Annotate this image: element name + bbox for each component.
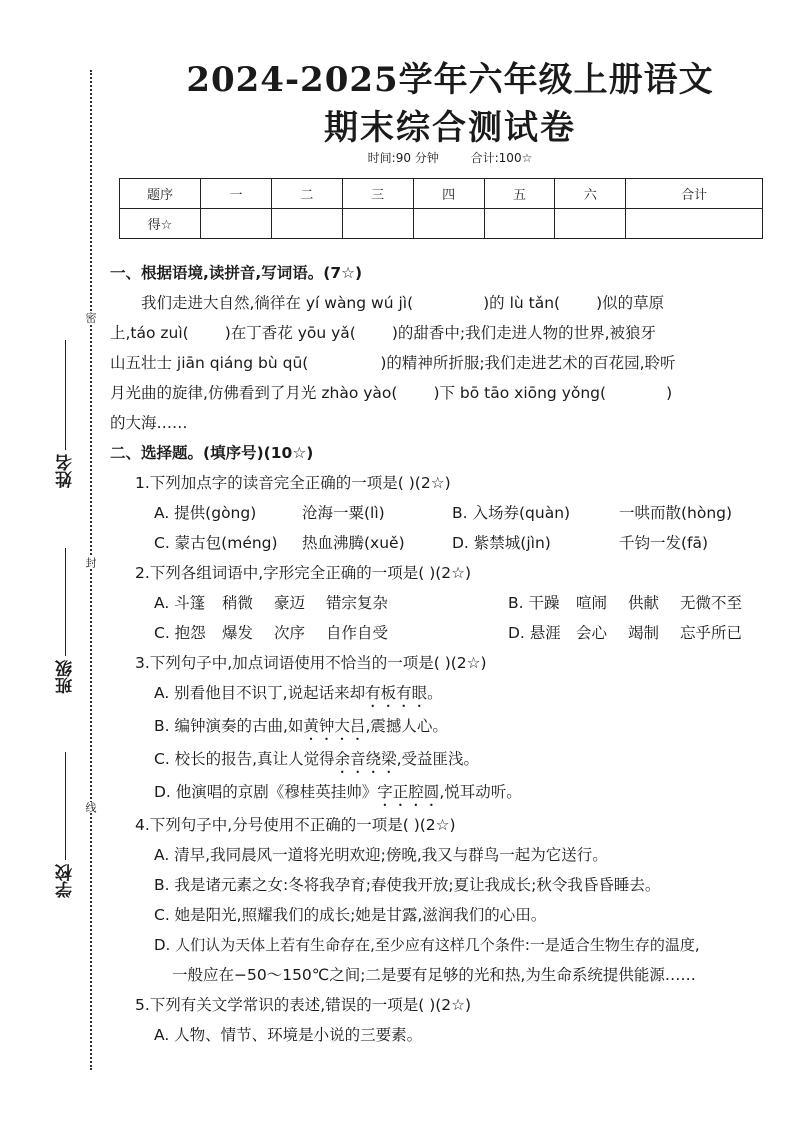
q2-word: 忘乎所已 xyxy=(680,624,743,642)
question-5-stem: 5.下列有关文学常识的表述,错误的一项是( )(2☆) xyxy=(135,996,472,1014)
section1-passage-line xyxy=(110,318,780,348)
q4-option-b[interactable]: B. 我是诸元素之女:冬将我孕育;春使我开放;夏让我成长;秋令我昏昏睡去。 xyxy=(154,876,661,894)
passage-text: 我们走进大自然,徜徉在 yí wàng wú jì( xyxy=(141,294,414,312)
score-header-cell: 合计 xyxy=(626,179,763,209)
q1-option[interactable]: 千钧一发(fā) xyxy=(619,534,709,552)
q1-option[interactable]: A. 提供(gòng) xyxy=(154,504,257,522)
q2-word: 竭制 xyxy=(628,624,660,642)
question-1-options-row xyxy=(154,528,780,558)
q2-word: 爆发 xyxy=(222,624,254,642)
q2-word[interactable]: D. 悬涯 xyxy=(508,624,561,642)
q1-option[interactable]: B. 入场券(quàn) xyxy=(452,504,571,522)
school-write-line[interactable] xyxy=(65,752,66,860)
q2-word[interactable]: B. 干躁 xyxy=(508,594,560,612)
section2-title: 二、选择题。(填序号)(10☆) xyxy=(110,444,314,462)
section1-passage-line xyxy=(110,348,780,378)
school-label: 学校 xyxy=(55,864,76,898)
score-cell[interactable] xyxy=(413,209,484,239)
seal-char-xian: 线 xyxy=(84,802,97,813)
q4-option-a[interactable]: A. 清早,我同晨风一道将光明欢迎;傍晚,我又与群鸟一起为它送行。 xyxy=(154,846,608,864)
passage-text: 上,táo zuì( xyxy=(110,324,189,342)
score-cell[interactable] xyxy=(342,209,413,239)
seal-char-mi: 密 xyxy=(84,312,97,323)
q3-option-c[interactable]: C. 校长的报告,真让人觉得余音绕梁,受益匪浅。 xyxy=(154,750,480,768)
q4-option-d[interactable]: D. 人们认为天体上若有生命存在,至少应有这样几个条件:一是适合生物生存的温度, xyxy=(154,936,700,954)
q2-word[interactable]: C. 抱怨 xyxy=(154,624,206,642)
q3-option-b[interactable]: B. 编钟演奏的古曲,如黄钟大吕,震撼人心。 xyxy=(154,717,448,735)
q5-option-a[interactable]: A. 人物、情节、环境是小说的三要素。 xyxy=(154,1026,423,1044)
q2-word: 喧闹 xyxy=(576,594,608,612)
question-2-stem: 2.下列各组词语中,字形完全正确的一项是( )(2☆) xyxy=(135,564,472,582)
dotted-idiom: 字正腔圆 xyxy=(377,783,440,801)
exam-title-line2: 期末综合测试卷 xyxy=(324,108,576,148)
exam-title-line1: 2024-2025学年六年级上册语文 xyxy=(186,60,714,100)
section1-title: 一、根据语境,读拼音,写词语。(7☆) xyxy=(110,264,363,282)
dotted-idiom: 余音绕梁 xyxy=(334,750,397,768)
q3-option-d[interactable]: D. 他演唱的京剧《穆桂英挂帅》字正腔圆,悦耳动听。 xyxy=(154,783,522,801)
exam-meta xyxy=(120,149,780,166)
q4-option-c[interactable]: C. 她是阳光,照耀我们的成长;她是甘露,滋润我们的心田。 xyxy=(154,906,547,924)
passage-text: )的 lù tǎn( xyxy=(483,294,561,312)
question-2-options-row xyxy=(154,588,780,618)
question-1-options-row xyxy=(154,498,780,528)
name-field[interactable] xyxy=(45,340,85,488)
name-write-line[interactable] xyxy=(65,340,66,450)
section1-passage-line xyxy=(110,378,780,408)
question-2-options-row xyxy=(154,618,780,648)
q2-word: 稍微 xyxy=(222,594,254,612)
score-row-label: 得☆ xyxy=(120,209,201,239)
name-label: 姓名 xyxy=(55,454,76,488)
score-header-cell: 一 xyxy=(201,179,272,209)
passage-text: 山五壮士 jiān qiáng bù qū( xyxy=(110,354,309,372)
passage-text: )的精神所折服;我们走进艺术的百花园,聆听 xyxy=(380,354,676,372)
q1-option[interactable]: D. 紫禁城(jìn) xyxy=(452,534,551,552)
class-field[interactable] xyxy=(45,548,85,694)
q1-option[interactable]: C. 蒙古包(méng) xyxy=(154,534,278,552)
passage-text: )似的草原 xyxy=(596,294,665,312)
q2-word: 豪迈 xyxy=(274,594,306,612)
q2-word: 自作自受 xyxy=(326,624,389,642)
dotted-idiom: 有板有眼 xyxy=(365,684,428,702)
question-3-stem: 3.下列句子中,加点词语使用不恰当的一项是( )(2☆) xyxy=(135,654,487,672)
passage-text: )在丁香花 yōu yǎ( xyxy=(224,324,356,342)
q1-option[interactable]: 热血沸腾(xuě) xyxy=(302,534,405,552)
q1-option[interactable]: 沧海一粟(lì) xyxy=(302,504,385,522)
score-cell[interactable] xyxy=(201,209,272,239)
question-1-stem: 1.下列加点字的读音完全正确的一项是( )(2☆) xyxy=(135,474,451,492)
score-header-cell: 题序 xyxy=(120,179,201,209)
exam-time: 时间:90 分钟 xyxy=(367,151,439,165)
score-cell[interactable] xyxy=(626,209,763,239)
exam-content xyxy=(110,258,780,1050)
class-label: 班级 xyxy=(55,660,76,694)
q2-word: 错宗复杂 xyxy=(326,594,389,612)
exam-total: 合计:100☆ xyxy=(470,151,533,165)
passage-text: )下 bō tāo xiōng yǒng( xyxy=(433,384,607,402)
section1-passage-line: 的大海…… xyxy=(110,414,188,432)
section1-passage-line xyxy=(110,288,780,318)
q3-option-a[interactable]: A. 别看他目不识丁,说起话来却有板有眼。 xyxy=(154,684,443,702)
passage-text: ) xyxy=(666,384,673,402)
class-write-line[interactable] xyxy=(65,548,66,656)
score-header-cell: 三 xyxy=(342,179,413,209)
question-4-stem: 4.下列句子中,分号使用不正确的一项是( )(2☆) xyxy=(135,816,456,834)
q2-word: 次序 xyxy=(274,624,306,642)
score-cell[interactable] xyxy=(555,209,626,239)
score-cell[interactable] xyxy=(484,209,555,239)
seal-char-feng: 封 xyxy=(84,557,97,568)
score-table xyxy=(119,178,763,239)
score-header-cell: 四 xyxy=(413,179,484,209)
score-header-cell: 六 xyxy=(555,179,626,209)
score-header-cell: 二 xyxy=(271,179,342,209)
score-header-cell: 五 xyxy=(484,179,555,209)
dotted-idiom: 黄钟大吕 xyxy=(303,717,366,735)
q2-word: 供献 xyxy=(628,594,660,612)
score-table-header-row xyxy=(120,179,763,209)
score-cell[interactable] xyxy=(271,209,342,239)
score-table-score-row xyxy=(120,209,763,239)
q2-word: 会心 xyxy=(576,624,608,642)
q4-option-d-continued: 一般应在−50～150℃之间;二是要有足够的光和热,为生命系统提供能源…… xyxy=(172,966,696,984)
passage-text: 月光曲的旋律,仿佛看到了月光 zhào yào( xyxy=(110,384,398,402)
q1-option[interactable]: 一哄而散(hòng) xyxy=(619,504,733,522)
school-field[interactable] xyxy=(45,752,85,898)
passage-text: )的甜香中;我们走进人物的世界,被狼牙 xyxy=(391,324,657,342)
q2-word: 无微不至 xyxy=(680,594,743,612)
binding-dotted-line xyxy=(90,70,92,1070)
q2-word[interactable]: A. 斗篷 xyxy=(154,594,206,612)
